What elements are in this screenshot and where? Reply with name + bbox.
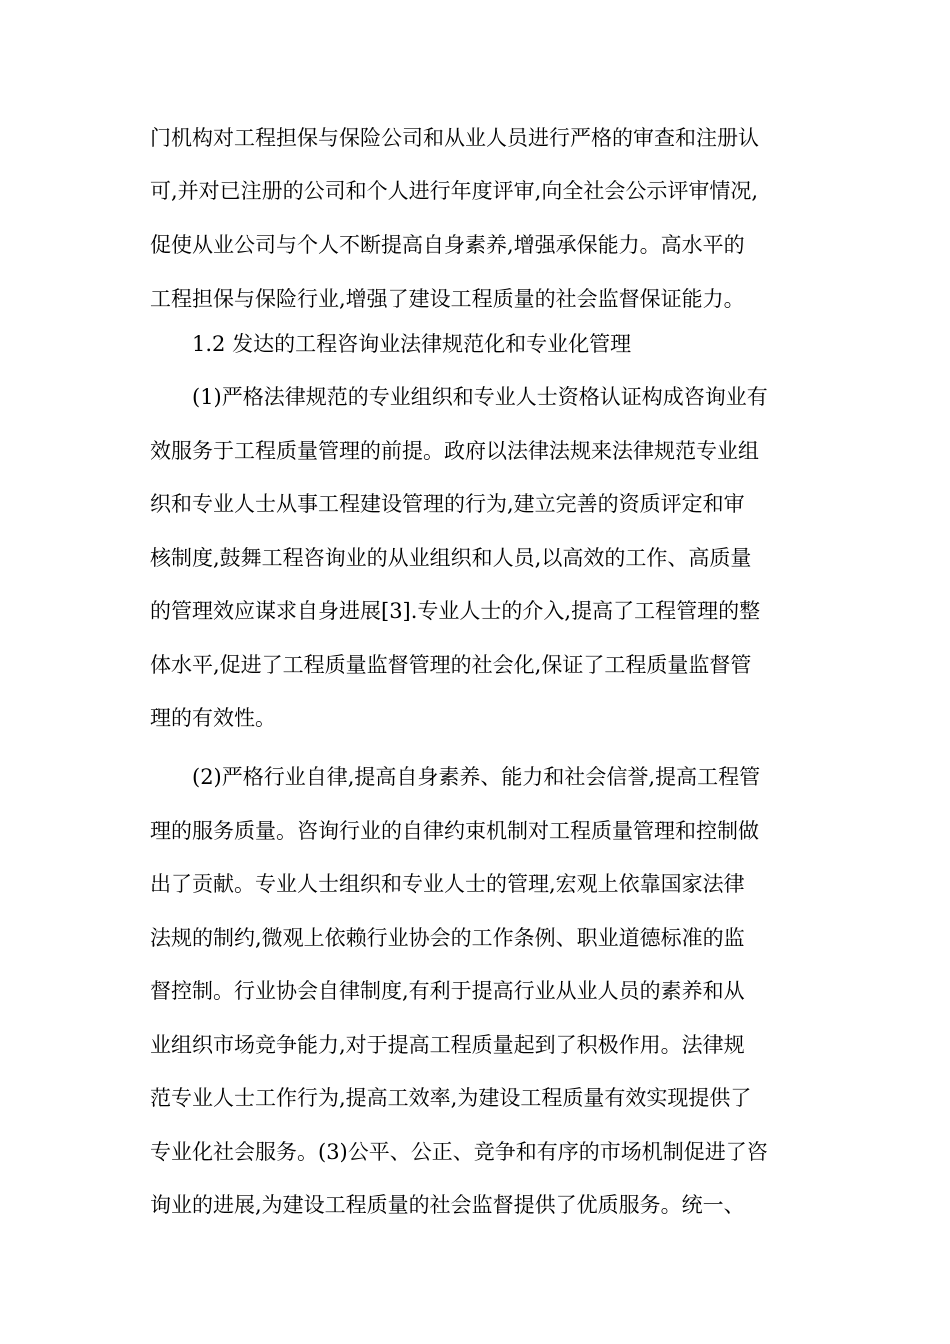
text-line: 范专业人士工作行为,提高工效率,为建设工程质量有效实现提供了 bbox=[150, 1086, 752, 1110]
text-line: 业组织市场竞争能力,对于提高工程质量起到了积极作用。法律规 bbox=[150, 1033, 745, 1057]
text-line: 理的有效性。 bbox=[150, 706, 276, 730]
text-line: 工程担保与保险行业,增强了建设工程质量的社会监督保证能力。 bbox=[150, 287, 745, 311]
section-heading: 1.2 发达的工程咨询业法律规范化和专业化管理 bbox=[192, 332, 632, 356]
text-line: 专业化社会服务。(3)公平、公正、竞争和有序的市场机制促进了咨 bbox=[150, 1140, 768, 1164]
text-line: 织和专业人士从事工程建设管理的行为,建立完善的资质评定和审 bbox=[150, 492, 745, 516]
text-line: 效服务于工程质量管理的前提。政府以法律法规来法律规范专业组 bbox=[150, 439, 759, 463]
text-line: 核制度,鼓舞工程咨询业的从业组织和人员,以高效的工作、高质量 bbox=[150, 546, 752, 570]
text-line: 体水平,促进了工程质量监督管理的社会化,保证了工程质量监督管 bbox=[150, 653, 752, 677]
text-line: 法规的制约,微观上依赖行业协会的工作条例、职业道德标准的监 bbox=[150, 926, 745, 950]
text-line: 询业的进展,为建设工程质量的社会监督提供了优质服务。统一、 bbox=[150, 1193, 745, 1217]
text-line: 的管理效应谋求自身进展[3].专业人士的介入,提高了工程管理的整 bbox=[150, 599, 761, 623]
text-line: 促使从业公司与个人不断提高自身素养,增强承保能力。高水平的 bbox=[150, 233, 745, 257]
text-line: 出了贡献。专业人士组织和专业人士的管理,宏观上依靠国家法律 bbox=[150, 872, 745, 896]
paragraph-1-start: (1)严格法律规范的专业组织和专业人士资格认证构成咨询业有 bbox=[192, 385, 768, 409]
text-line: 门机构对工程担保与保险公司和从业人员进行严格的审查和注册认 bbox=[150, 126, 759, 150]
text-line: 督控制。行业协会自律制度,有利于提高行业从业人员的素养和从 bbox=[150, 979, 745, 1003]
text-line: 理的服务质量。咨询行业的自律约束机制对工程质量管理和控制做 bbox=[150, 819, 759, 843]
paragraph-2-start: (2)严格行业自律,提高自身素养、能力和社会信誉,提高工程管 bbox=[192, 765, 761, 789]
text-line: 可,并对已注册的公司和个人进行年度评审,向全社会公示评审情况, bbox=[150, 179, 759, 203]
